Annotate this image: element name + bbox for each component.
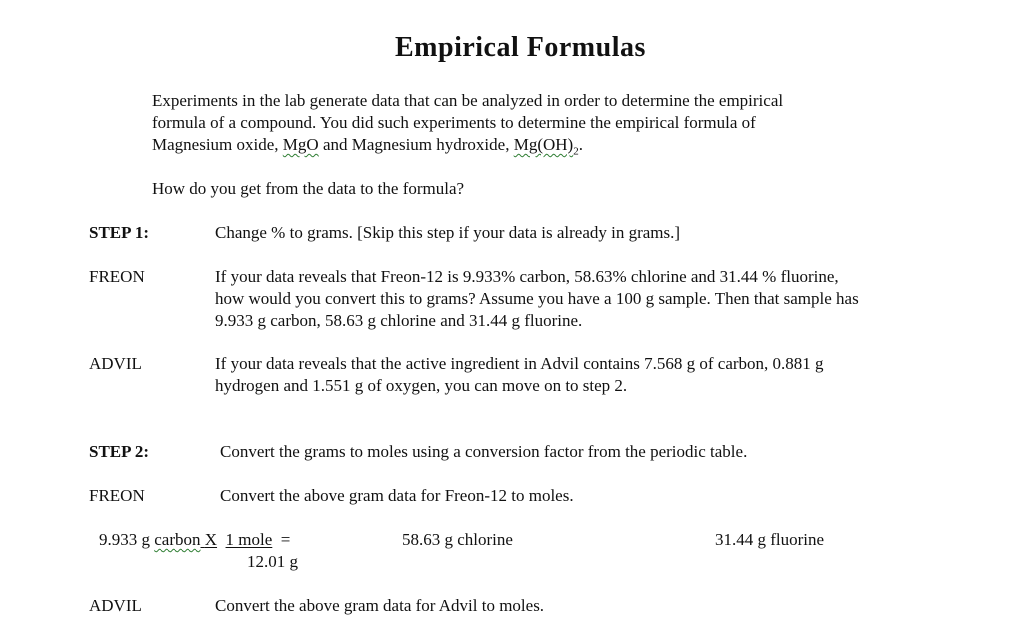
step1-freon-label: FREON: [89, 267, 145, 286]
intro-question: How do you get from the data to the formula?: [152, 179, 465, 198]
step1-text: Change % to grams. [Skip this step if your data is already in grams.]: [215, 223, 681, 242]
step1-advil-label: ADVIL: [89, 354, 142, 373]
intro-line-3: [152, 134, 583, 156]
step2-advil-text: Convert the above gram data for Advil to moles.: [215, 596, 545, 615]
intro-line-3-mid: and Magnesium hydroxide,: [318, 135, 514, 154]
intro-line-3-pre: Magnesium oxide,: [152, 135, 283, 154]
page-title: Empirical Formulas: [395, 32, 646, 63]
step2-freon-label: FREON: [89, 486, 145, 505]
mgoh-text: Mg(OH): [513, 135, 574, 154]
step2-label: STEP 2:: [89, 442, 149, 461]
step1-freon-line-2: how would you convert this to grams? Assume you have a 100 g sample. Then that sample has: [215, 289, 859, 308]
mgoh-subscript: 2: [573, 145, 579, 158]
conversion-numerator: 1 mole: [225, 530, 273, 549]
step2-text: Convert the grams to moles using a conversion factor from the periodic table.: [220, 442, 748, 461]
intro-line-3-end: .: [578, 135, 583, 154]
intro-line-1: Experiments in the lab generate data that can be analyzed in order to determine the empirical: [152, 91, 784, 110]
step1-label: STEP 1:: [89, 223, 149, 242]
step1-advil-line-1: If your data reveals that the active ingredient in Advil contains 7.568 g of carbon, 0.881 g: [215, 354, 824, 373]
conversion-denominator: 12.01 g: [247, 552, 298, 571]
step1-advil-line-2: hydrogen and 1.551 g of oxygen, you can move on to step 2.: [215, 376, 628, 395]
mgoh2-formula: [513, 135, 579, 158]
fluorine-mass: 31.44 g fluorine: [715, 530, 825, 549]
carbon-x-text: X: [204, 530, 218, 549]
intro-line-2: formula of a compound. You did such experiments to determine the empirical formula of: [152, 113, 756, 132]
chlorine-mass: 58.63 g chlorine: [402, 530, 513, 549]
step1-freon-line-1: If your data reveals that Freon-12 is 9.933% carbon, 58.63% chlorine and 31.44 % fluorine,: [215, 267, 839, 286]
step2-advil-label: ADVIL: [89, 596, 142, 615]
carbon-conversion: [99, 529, 290, 551]
step1-freon-line-3: 9.933 g carbon, 58.63 g chlorine and 31.44 g fluorine.: [215, 311, 583, 330]
carbon-x: [201, 530, 218, 549]
mgo-formula: MgO: [282, 135, 319, 154]
carbon-mass: 9.933 g: [99, 530, 155, 549]
step2-freon-text: Convert the above gram data for Freon-12 to moles.: [220, 486, 574, 505]
equals-sign: =: [280, 530, 291, 549]
carbon-word: carbon: [154, 530, 201, 549]
